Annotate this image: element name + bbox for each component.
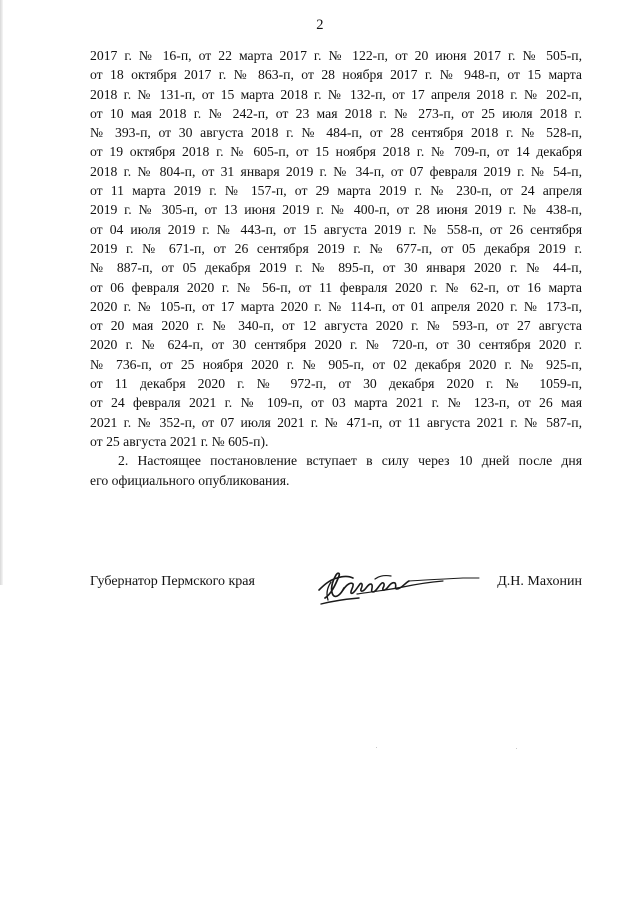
signatory-position: Губернатор Пермского края xyxy=(90,574,255,589)
text-line: 2018 г. № 131-п, от 15 марта 2018 г. № 132-п, от 17 апреля 2018 г. № 202-п, xyxy=(90,86,582,102)
text-line: 2. Настоящее постановление вступает в силу через 10 дней после дня xyxy=(118,453,582,469)
handwritten-signature xyxy=(313,564,483,608)
text-line: 2019 г. № 305-п, от 13 июня 2019 г. № 400-п, от 28 июня 2019 г. № 438-п, xyxy=(90,202,582,218)
text-line: от 20 мая 2020 г. № 340-п, от 12 августа 2020 г. № 593-п, от 27 августа xyxy=(90,318,582,334)
text-line: 2017 г. № 16-п, от 22 марта 2017 г. № 122-п, от 20 июня 2017 г. № 505-п, xyxy=(90,48,582,63)
text-line: 2020 г. № 105-п, от 17 марта 2020 г. № 114-п, от 01 апреля 2020 г. № 173-п, xyxy=(90,298,582,314)
text-line: 2021 г. № 352-п, от 07 июля 2021 г. № 471-п, от 11 августа 2021 г. № 587-п, xyxy=(90,414,582,430)
text-line: от 04 июля 2019 г. № 443-п, от 15 августа 2019 г. № 558-п, от 26 сентября xyxy=(90,221,582,237)
text-line: от 25 августа 2021 г. № 605-п). xyxy=(90,433,269,449)
text-line: № 887-п, от 05 декабря 2019 г. № 895-п, от 30 января 2020 г. № 44-п, xyxy=(90,260,582,276)
text-line: 2020 г. № 624-п, от 30 сентября 2020 г. № 720-п, от 30 сентября 2020 г. xyxy=(90,337,582,353)
scan-speck xyxy=(516,748,517,749)
text-line: от 18 октября 2017 г. № 863-п, от 28 ноября 2017 г. № 948-п, от 15 марта xyxy=(90,67,582,83)
text-line: 2018 г. № 804-п, от 31 января 2019 г. № 34-п, от 07 февраля 2019 г. № 54-п, xyxy=(90,163,582,179)
scan-speck xyxy=(376,747,377,748)
clause-2 xyxy=(90,451,582,490)
text-line: от 11 марта 2019 г. № 157-п, от 29 марта 2019 г. № 230-п, от 24 апреля xyxy=(90,183,582,199)
signature-block xyxy=(90,572,582,602)
text-line: № 736-п, от 25 ноября 2020 г. № 905-п, от 02 декабря 2020 г. № 925-п, xyxy=(90,356,582,372)
text-line: № 393-п, от 30 августа 2018 г. № 484-п, от 28 сентября 2018 г. № 528-п, xyxy=(90,125,582,141)
signatory-name: Д.Н. Махонин xyxy=(497,574,582,589)
text-line: от 11 декабря 2020 г. № 972-п, от 30 декабря 2020 г. № 1059-п, xyxy=(90,376,582,392)
clause-1-continuation xyxy=(90,46,582,451)
text-line: 2019 г. № 671-п, от 26 сентября 2019 г. № 677-п, от 05 декабря 2019 г. xyxy=(90,240,582,256)
text-line: от 24 февраля 2021 г. № 109-п, от 03 марта 2021 г. № 123-п, от 26 мая xyxy=(90,395,582,411)
text-line: от 19 октября 2018 г. № 605-п, от 15 ноября 2018 г. № 709-п, от 14 декабря xyxy=(90,144,582,160)
scan-edge-shadow xyxy=(0,0,3,585)
text-line: его официального опубликования. xyxy=(90,472,290,488)
text-line: от 06 февраля 2020 г. № 56-п, от 11 февраля 2020 г. № 62-п, от 16 марта xyxy=(90,279,582,295)
page-number: 2 xyxy=(316,17,324,33)
text-line: от 10 мая 2018 г. № 242-п, от 23 мая 2018 г. № 273-п, от 25 июля 2018 г. xyxy=(90,105,582,121)
document-body xyxy=(90,46,582,490)
